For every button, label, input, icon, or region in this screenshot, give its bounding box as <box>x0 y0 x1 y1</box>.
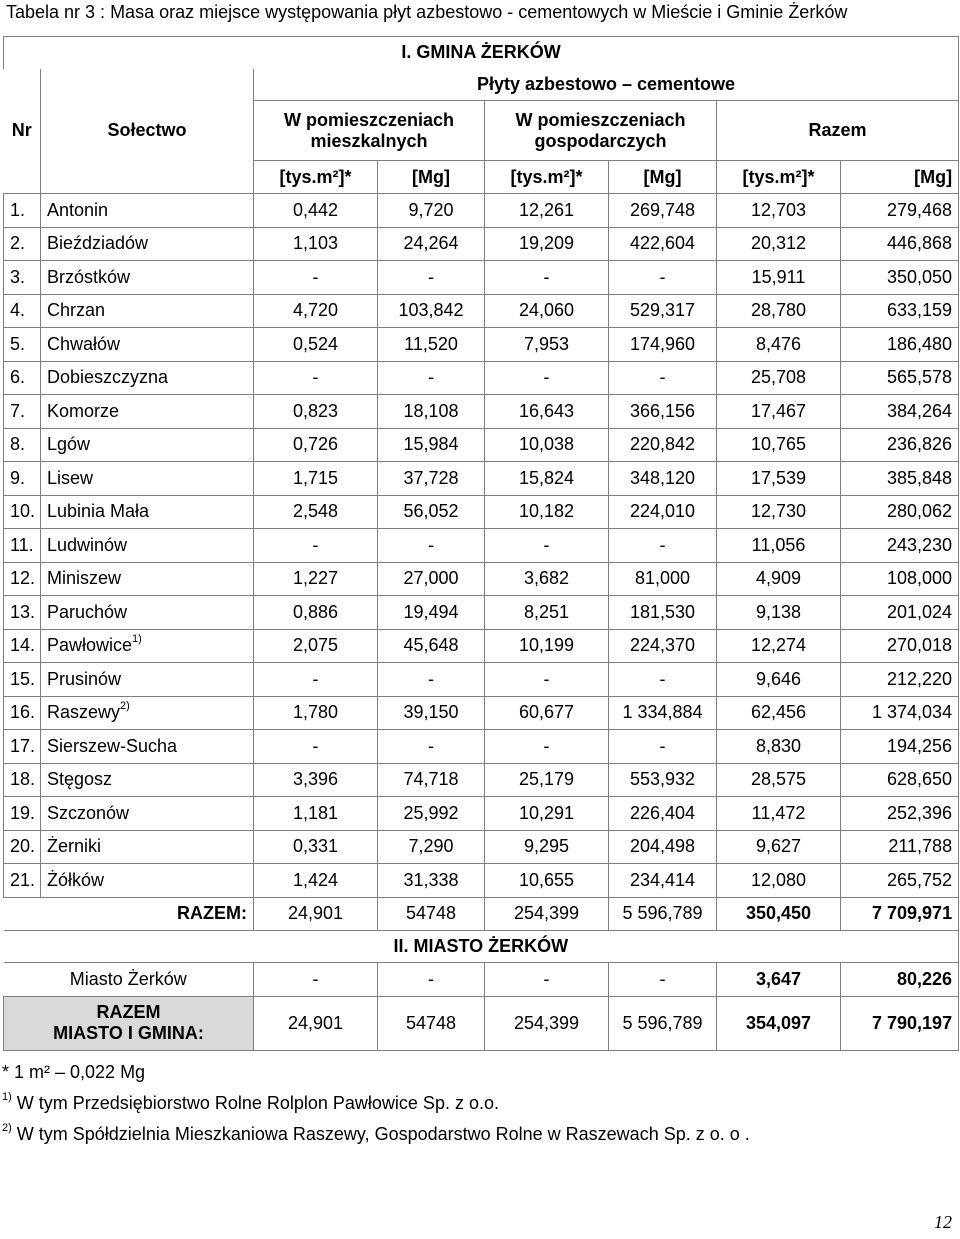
row-solectwo-label: Szczonów <box>47 802 130 823</box>
row-nr: 5. <box>4 328 41 362</box>
row-solectwo-name <box>41 596 254 630</box>
row-value: 1,181 <box>254 797 378 831</box>
row-solectwo-name <box>41 864 254 898</box>
row-value: 24,060 <box>485 294 609 328</box>
row-value: - <box>378 361 485 395</box>
row-value: 565,578 <box>841 361 959 395</box>
row-solectwo-label: Lisew <box>47 467 94 488</box>
row-solectwo-name <box>41 361 254 395</box>
row-value: 204,498 <box>609 830 717 864</box>
row-solectwo-name <box>41 696 254 730</box>
row-value: 9,720 <box>378 194 485 228</box>
row-value: 234,414 <box>609 864 717 898</box>
row-value: 1 334,884 <box>609 696 717 730</box>
row-solectwo-label: Dobieszczyzna <box>47 367 169 388</box>
table-row <box>4 261 959 295</box>
row-solectwo-label: Paruchów <box>47 601 128 622</box>
row-solectwo-label: Miniszew <box>47 568 122 589</box>
row-solectwo-name <box>41 328 254 362</box>
row-value: 2,075 <box>254 629 378 663</box>
table-row <box>4 462 959 496</box>
row-solectwo-name <box>41 830 254 864</box>
row-value: 19,494 <box>378 596 485 630</box>
row-value: 18,108 <box>378 395 485 429</box>
row-solectwo-label: Chrzan <box>47 300 106 321</box>
footnote-mark: 2) <box>120 700 130 713</box>
row-value: 24,264 <box>378 227 485 261</box>
row-solectwo-label: Brzóstków <box>47 266 131 287</box>
row-value: 7,953 <box>485 328 609 362</box>
row-nr: 17. <box>4 730 41 764</box>
grand-total-value: 24,901 <box>254 996 378 1050</box>
row-solectwo-label: Ludwinów <box>47 534 128 555</box>
row-value: 3,682 <box>485 562 609 596</box>
unit-mass-2: [Mg] <box>609 161 717 194</box>
grand-total-value: 7 790,197 <box>841 996 959 1050</box>
row-solectwo-name <box>41 462 254 496</box>
table-row <box>4 361 959 395</box>
row-value: 553,932 <box>609 763 717 797</box>
row-value: 224,010 <box>609 495 717 529</box>
row-value: 15,824 <box>485 462 609 496</box>
row-value: 9,646 <box>717 663 841 697</box>
table-row <box>4 428 959 462</box>
table-row <box>4 562 959 596</box>
row-value: 62,456 <box>717 696 841 730</box>
row-value: 529,317 <box>609 294 717 328</box>
row-value: 12,274 <box>717 629 841 663</box>
row-solectwo-name <box>41 428 254 462</box>
row-solectwo-name <box>41 194 254 228</box>
row-solectwo-label: Żółków <box>47 869 105 890</box>
row-nr: 7. <box>4 395 41 429</box>
row-solectwo-name <box>41 395 254 429</box>
row-value: 243,230 <box>841 529 959 563</box>
miasto-value: - <box>378 963 485 997</box>
total-row-gmina <box>4 897 959 931</box>
footnotes <box>2 1062 750 1145</box>
row-value: - <box>485 361 609 395</box>
row-value: 1,103 <box>254 227 378 261</box>
row-value: 103,842 <box>378 294 485 328</box>
row-solectwo-label: Stęgosz <box>47 769 113 790</box>
total-gmina-value: 54748 <box>378 897 485 931</box>
row-solectwo-name <box>41 261 254 295</box>
row-value: 0,886 <box>254 596 378 630</box>
row-nr: 16. <box>4 696 41 730</box>
row-value: 7,290 <box>378 830 485 864</box>
row-value: 422,604 <box>609 227 717 261</box>
row-value: 37,728 <box>378 462 485 496</box>
row-solectwo-label: Antonin <box>47 199 109 220</box>
row-value: - <box>378 529 485 563</box>
table-row <box>4 830 959 864</box>
row-nr: 18. <box>4 763 41 797</box>
row-value: 11,056 <box>717 529 841 563</box>
row-value: 0,524 <box>254 328 378 362</box>
row-value: 16,643 <box>485 395 609 429</box>
row-value: 384,264 <box>841 395 959 429</box>
table-row <box>4 495 959 529</box>
table-row <box>4 328 959 362</box>
row-solectwo-name <box>41 797 254 831</box>
row-value: 0,726 <box>254 428 378 462</box>
section-miasto-row <box>4 931 959 963</box>
row-solectwo-label: Pawłowice <box>47 635 133 656</box>
row-solectwo-label: Chwałów <box>47 333 121 354</box>
row-nr: 11. <box>4 529 41 563</box>
row-value: 350,050 <box>841 261 959 295</box>
row-solectwo-name <box>41 663 254 697</box>
miasto-value: 80,226 <box>841 963 959 997</box>
miasto-value: - <box>254 963 378 997</box>
row-value: 1,227 <box>254 562 378 596</box>
table-row <box>4 529 959 563</box>
row-value: 74,718 <box>378 763 485 797</box>
grand-total-row <box>4 996 959 1050</box>
table-row <box>4 227 959 261</box>
table-row <box>4 797 959 831</box>
table-row <box>4 395 959 429</box>
miasto-value: - <box>609 963 717 997</box>
row-nr: 12. <box>4 562 41 596</box>
row-value: 226,404 <box>609 797 717 831</box>
row-value: 12,730 <box>717 495 841 529</box>
row-value: - <box>609 730 717 764</box>
row-value: 9,295 <box>485 830 609 864</box>
row-value: 446,868 <box>841 227 959 261</box>
row-value: 108,000 <box>841 562 959 596</box>
row-nr: 1. <box>4 194 41 228</box>
row-value: 10,291 <box>485 797 609 831</box>
row-solectwo-name <box>41 495 254 529</box>
grand-total-value: 354,097 <box>717 996 841 1050</box>
footnote-mark: 1) <box>132 633 142 646</box>
row-value: 28,575 <box>717 763 841 797</box>
table-row <box>4 596 959 630</box>
row-value: 8,830 <box>717 730 841 764</box>
total-gmina-value: 254,399 <box>485 897 609 931</box>
row-value: 212,220 <box>841 663 959 697</box>
row-solectwo-name <box>41 562 254 596</box>
table-row <box>4 864 959 898</box>
row-value: - <box>485 663 609 697</box>
row-value: 270,018 <box>841 629 959 663</box>
row-value: 8,476 <box>717 328 841 362</box>
row-value: 39,150 <box>378 696 485 730</box>
grand-total-value: 254,399 <box>485 996 609 1050</box>
row-solectwo-name <box>41 294 254 328</box>
row-value: 8,251 <box>485 596 609 630</box>
asbestos-table <box>3 36 959 1051</box>
row-value: 25,179 <box>485 763 609 797</box>
table-row <box>4 763 959 797</box>
row-value: 9,627 <box>717 830 841 864</box>
total-gmina-label: RAZEM: <box>4 897 254 931</box>
row-value: 17,467 <box>717 395 841 429</box>
row-value: 279,468 <box>841 194 959 228</box>
row-nr: 3. <box>4 261 41 295</box>
row-value: - <box>254 261 378 295</box>
row-value: 181,530 <box>609 596 717 630</box>
unit-area-3: [tys.m²]* <box>717 161 841 194</box>
row-solectwo-label: Sierszew-Sucha <box>47 735 178 756</box>
row-value: 25,708 <box>717 361 841 395</box>
row-value: 0,823 <box>254 395 378 429</box>
row-solectwo-name <box>41 730 254 764</box>
table-row <box>4 663 959 697</box>
row-nr: 15. <box>4 663 41 697</box>
table-row <box>4 294 959 328</box>
row-value: - <box>378 730 485 764</box>
row-value: 12,703 <box>717 194 841 228</box>
row-value: 348,120 <box>609 462 717 496</box>
row-value: 15,984 <box>378 428 485 462</box>
grand-total-label-line1: RAZEM <box>96 1002 161 1022</box>
header-solectwo: Sołectwo <box>41 69 254 194</box>
row-value: 11,472 <box>717 797 841 831</box>
row-value: 20,312 <box>717 227 841 261</box>
row-value: 28,780 <box>717 294 841 328</box>
row-value: - <box>609 663 717 697</box>
row-value: 252,396 <box>841 797 959 831</box>
row-value: 4,720 <box>254 294 378 328</box>
row-nr: 6. <box>4 361 41 395</box>
row-value: 2,548 <box>254 495 378 529</box>
unit-area-2: [tys.m²]* <box>485 161 609 194</box>
row-value: 220,842 <box>609 428 717 462</box>
row-value: - <box>254 529 378 563</box>
row-value: - <box>485 261 609 295</box>
unit-mass-1: [Mg] <box>378 161 485 194</box>
table-row <box>4 194 959 228</box>
row-value: 10,199 <box>485 629 609 663</box>
row-value: 633,159 <box>841 294 959 328</box>
row-value: 0,331 <box>254 830 378 864</box>
row-value: 56,052 <box>378 495 485 529</box>
row-value: - <box>609 361 717 395</box>
header-nr: Nr <box>4 69 41 194</box>
row-nr: 10. <box>4 495 41 529</box>
row-value: 265,752 <box>841 864 959 898</box>
section-gmina-title: I. GMINA ŻERKÓW <box>4 37 959 69</box>
row-value: 15,911 <box>717 261 841 295</box>
row-value: 201,024 <box>841 596 959 630</box>
row-value: 4,909 <box>717 562 841 596</box>
row-value: 81,000 <box>609 562 717 596</box>
table-caption: Tabela nr 3 : Masa oraz miejsce występowania płyt azbestowo - cementowych w Mieście i Gminie Żerków <box>6 2 848 22</box>
row-value: 3,396 <box>254 763 378 797</box>
row-value: 11,520 <box>378 328 485 362</box>
grand-total-value: 54748 <box>378 996 485 1050</box>
header-gospodarcze: W pomieszczeniach gospodarczych <box>485 101 717 161</box>
row-solectwo-name <box>41 763 254 797</box>
unit-mass-3: [Mg] <box>841 161 959 194</box>
row-value: 12,261 <box>485 194 609 228</box>
row-solectwo-name <box>41 529 254 563</box>
row-nr: 20. <box>4 830 41 864</box>
row-value: 17,539 <box>717 462 841 496</box>
row-value: 628,650 <box>841 763 959 797</box>
row-value: 19,209 <box>485 227 609 261</box>
row-value: 10,655 <box>485 864 609 898</box>
row-value: 27,000 <box>378 562 485 596</box>
row-value: 1,715 <box>254 462 378 496</box>
page-number: 12 <box>934 1212 952 1232</box>
header-razem: Razem <box>717 101 959 161</box>
miasto-value: 3,647 <box>717 963 841 997</box>
miasto-row <box>4 963 959 997</box>
row-value: - <box>609 261 717 295</box>
row-nr: 8. <box>4 428 41 462</box>
row-value: 0,442 <box>254 194 378 228</box>
row-nr: 13. <box>4 596 41 630</box>
total-gmina-value: 350,450 <box>717 897 841 931</box>
row-value: - <box>485 529 609 563</box>
row-value: 12,080 <box>717 864 841 898</box>
grand-total-value: 5 596,789 <box>609 996 717 1050</box>
row-value: 211,788 <box>841 830 959 864</box>
row-value: - <box>254 361 378 395</box>
table-row <box>4 696 959 730</box>
row-value: 236,826 <box>841 428 959 462</box>
row-nr: 9. <box>4 462 41 496</box>
row-value: - <box>378 663 485 697</box>
footnote-2-text: W tym Spółdzielnia Mieszkaniowa Raszewy, Gospodarstwo Rolne w Raszewach Sp. z o. o . <box>11 1124 750 1144</box>
row-solectwo-label: Komorze <box>47 400 120 421</box>
row-value: 366,156 <box>609 395 717 429</box>
row-solectwo-label: Prusinów <box>47 668 122 689</box>
header-mieszkalne: W pomieszczeniach mieszkalnych <box>254 101 485 161</box>
row-solectwo-name <box>41 629 254 663</box>
row-value: 10,182 <box>485 495 609 529</box>
header-plyty: Płyty azbestowo – cementowe <box>254 69 959 101</box>
row-value: 45,648 <box>378 629 485 663</box>
row-solectwo-label: Raszewy <box>47 702 121 723</box>
row-value: 60,677 <box>485 696 609 730</box>
row-value: 224,370 <box>609 629 717 663</box>
row-value: - <box>254 730 378 764</box>
miasto-label: Miasto Żerków <box>4 963 254 997</box>
row-solectwo-label: Lubinia Mała <box>47 501 150 522</box>
row-value: 280,062 <box>841 495 959 529</box>
row-solectwo-label: Bieździadów <box>47 233 149 254</box>
row-value: - <box>254 663 378 697</box>
row-solectwo-label: Lgów <box>47 434 91 455</box>
row-value: 31,338 <box>378 864 485 898</box>
row-value: 194,256 <box>841 730 959 764</box>
row-value: - <box>609 529 717 563</box>
table-row <box>4 629 959 663</box>
row-solectwo-label: Żerniki <box>47 836 102 857</box>
grand-total-label <box>4 996 254 1050</box>
table-row <box>4 730 959 764</box>
footnote-2-mark: 2) <box>2 1122 12 1134</box>
row-nr: 21. <box>4 864 41 898</box>
total-gmina-value: 24,901 <box>254 897 378 931</box>
miasto-value: - <box>485 963 609 997</box>
row-nr: 14. <box>4 629 41 663</box>
row-value: 385,848 <box>841 462 959 496</box>
row-value: 10,038 <box>485 428 609 462</box>
total-gmina-value: 7 709,971 <box>841 897 959 931</box>
total-gmina-value: 5 596,789 <box>609 897 717 931</box>
unit-note: * 1 m² – 0,022 Mg <box>2 1062 146 1082</box>
row-value: 9,138 <box>717 596 841 630</box>
section-miasto-title: II. MIASTO ŻERKÓW <box>4 931 959 963</box>
row-value: - <box>378 261 485 295</box>
row-value: 25,992 <box>378 797 485 831</box>
row-value: 1,780 <box>254 696 378 730</box>
row-value: 1,424 <box>254 864 378 898</box>
row-value: 10,765 <box>717 428 841 462</box>
row-value: 174,960 <box>609 328 717 362</box>
row-nr: 4. <box>4 294 41 328</box>
row-value: 269,748 <box>609 194 717 228</box>
row-value: 186,480 <box>841 328 959 362</box>
row-nr: 2. <box>4 227 41 261</box>
footnote-1-text: W tym Przedsiębiorstwo Rolne Rolplon Pawłowice Sp. z o.o. <box>11 1093 499 1113</box>
row-nr: 19. <box>4 797 41 831</box>
row-value: - <box>485 730 609 764</box>
grand-total-label-line2: MIASTO I GMINA: <box>53 1023 204 1043</box>
row-value: 1 374,034 <box>841 696 959 730</box>
unit-area-1: [tys.m²]* <box>254 161 378 194</box>
row-solectwo-name <box>41 227 254 261</box>
footnote-1-mark: 1) <box>2 1091 12 1103</box>
